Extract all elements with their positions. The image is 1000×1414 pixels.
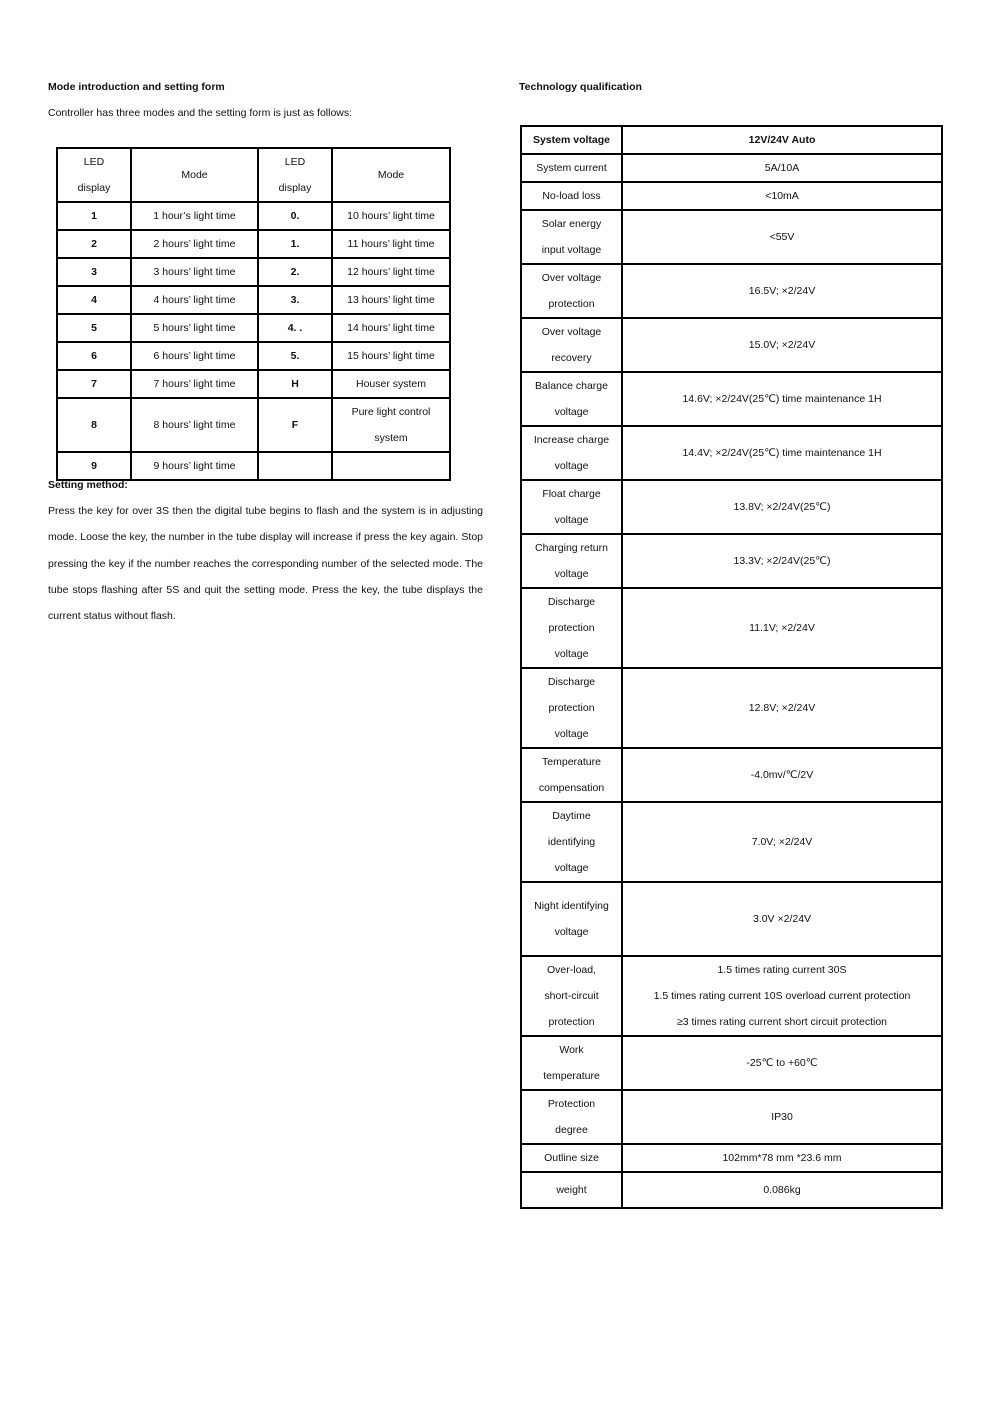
mode-table-row — [57, 370, 450, 398]
mode-cell: 11 hours’ light time — [332, 230, 450, 258]
tech-table-row — [521, 318, 942, 372]
tech-label-cell: Over-load, short-circuit protection — [521, 956, 622, 1036]
led-display-cell: 1 — [57, 202, 131, 230]
mode-cell: Pure light control system — [332, 398, 450, 452]
tech-value-cell: 102mm*78 mm *23.6 mm — [622, 1144, 942, 1172]
tech-value-cell: 7.0V; ×2/24V — [622, 802, 942, 882]
tech-table-row — [521, 480, 942, 534]
mode-cell: 8 hours’ light time — [131, 398, 258, 452]
tech-table-row — [521, 1090, 942, 1144]
mode-table-row — [57, 342, 450, 370]
led-display-cell: 8 — [57, 398, 131, 452]
tech-label-cell: Discharge protection voltage — [521, 588, 622, 668]
led-display-cell: 1. — [258, 230, 332, 258]
led-display-cell: 3. — [258, 286, 332, 314]
mode-table-header-cell: LED display — [57, 148, 131, 202]
tech-value-cell: 0.086kg — [622, 1172, 942, 1208]
tech-label-cell: Increase charge voltage — [521, 426, 622, 480]
tech-table-row — [521, 426, 942, 480]
mode-cell: 1 hour’s light time — [131, 202, 258, 230]
mode-cell: 3 hours’ light time — [131, 258, 258, 286]
tech-table-row — [521, 182, 942, 210]
mode-section-heading: Mode introduction and setting form — [48, 81, 225, 93]
tech-value-cell: 11.1V; ×2/24V — [622, 588, 942, 668]
tech-label-cell: Over voltage recovery — [521, 318, 622, 372]
tech-value-cell: <10mA — [622, 182, 942, 210]
mode-cell: 4 hours’ light time — [131, 286, 258, 314]
mode-table-row — [57, 286, 450, 314]
tech-value-cell: 14.4V; ×2/24V(25℃) time maintenance 1H — [622, 426, 942, 480]
tech-label-cell: No-load loss — [521, 182, 622, 210]
tech-label-cell: Outline size — [521, 1144, 622, 1172]
tech-table-row — [521, 802, 942, 882]
mode-table-row — [57, 258, 450, 286]
tech-label-cell: System current — [521, 154, 622, 182]
mode-cell: 13 hours’ light time — [332, 286, 450, 314]
mode-intro-text: Controller has three modes and the setting form is just as follows: — [48, 107, 353, 119]
mode-table-header-cell: Mode — [131, 148, 258, 202]
mode-table-row — [57, 314, 450, 342]
tech-label-cell: Balance charge voltage — [521, 372, 622, 426]
tech-label-cell: System voltage — [521, 126, 622, 154]
led-display-cell: 5 — [57, 314, 131, 342]
tech-table-row — [521, 882, 942, 956]
tech-table-row — [521, 748, 942, 802]
led-display-cell: 6 — [57, 342, 131, 370]
led-display-cell: F — [258, 398, 332, 452]
tech-label-cell: Charging return voltage — [521, 534, 622, 588]
tech-table-row — [521, 264, 942, 318]
mode-setting-table — [56, 147, 451, 481]
led-display-cell: 3 — [57, 258, 131, 286]
led-display-cell: 0. — [258, 202, 332, 230]
tech-label-cell: Solar energy input voltage — [521, 210, 622, 264]
tech-value-cell: 15.0V; ×2/24V — [622, 318, 942, 372]
mode-cell: 15 hours’ light time — [332, 342, 450, 370]
mode-table-header-row — [57, 148, 450, 202]
mode-cell: 2 hours’ light time — [131, 230, 258, 258]
led-display-cell: H — [258, 370, 332, 398]
mode-cell: 14 hours’ light time — [332, 314, 450, 342]
mode-table-row — [57, 202, 450, 230]
led-display-cell: 7 — [57, 370, 131, 398]
tech-table-row — [521, 1144, 942, 1172]
tech-label-cell: Temperature compensation — [521, 748, 622, 802]
tech-label-cell: Float charge voltage — [521, 480, 622, 534]
tech-section-heading: Technology qualification — [519, 81, 642, 93]
tech-value-cell: IP30 — [622, 1090, 942, 1144]
mode-table-row — [57, 230, 450, 258]
setting-method-heading: Setting method: — [48, 479, 128, 491]
tech-table-row — [521, 1036, 942, 1090]
mode-cell: 9 hours’ light time — [131, 452, 258, 480]
mode-cell — [332, 452, 450, 480]
mode-table-row — [57, 398, 450, 452]
tech-value-cell: 12.8V; ×2/24V — [622, 668, 942, 748]
tech-value-cell: -4.0mv/℃/2V — [622, 748, 942, 802]
tech-value-cell: 1.5 times rating current 30S 1.5 times rating current 10S overload current protection ≥3 times rating current short circuit protection — [622, 956, 942, 1036]
led-display-cell: 4. . — [258, 314, 332, 342]
tech-table-row — [521, 534, 942, 588]
tech-table-row — [521, 956, 942, 1036]
mode-cell: 10 hours’ light time — [332, 202, 450, 230]
mode-table-header-cell: LED display — [258, 148, 332, 202]
tech-table-row — [521, 668, 942, 748]
tech-table-row — [521, 372, 942, 426]
technology-qualification-table — [520, 125, 943, 1209]
tech-value-cell: 5A/10A — [622, 154, 942, 182]
mode-table-row — [57, 452, 450, 480]
tech-table-row — [521, 1172, 942, 1208]
tech-label-cell: Work temperature — [521, 1036, 622, 1090]
led-display-cell: 2. — [258, 258, 332, 286]
tech-label-cell: Daytime identifying voltage — [521, 802, 622, 882]
tech-value-cell: -25℃ to +60℃ — [622, 1036, 942, 1090]
tech-label-cell: Over voltage protection — [521, 264, 622, 318]
tech-value-cell: 13.3V; ×2/24V(25℃) — [622, 534, 942, 588]
mode-table-header-cell: Mode — [332, 148, 450, 202]
mode-cell: 7 hours’ light time — [131, 370, 258, 398]
mode-cell: Houser system — [332, 370, 450, 398]
led-display-cell — [258, 452, 332, 480]
mode-cell: 5 hours’ light time — [131, 314, 258, 342]
tech-label-cell: Protection degree — [521, 1090, 622, 1144]
led-display-cell: 5. — [258, 342, 332, 370]
tech-label-cell: Night identifying voltage — [521, 882, 622, 956]
led-display-cell: 2 — [57, 230, 131, 258]
tech-value-cell: 13.8V; ×2/24V(25℃) — [622, 480, 942, 534]
tech-label-cell: Discharge protection voltage — [521, 668, 622, 748]
led-display-cell: 4 — [57, 286, 131, 314]
setting-method-text: Press the key for over 3S then the digital tube begins to flash and the system is in adjusting mode. Loose the key, the number in the tube display will increase if press the key again. Stop pressing the key if the number reaches the corresponding number of the selected mode. The tube stops flashing after 5S and quit the setting mode. Press the key, the tube displays the current status without flash. — [48, 505, 483, 623]
tech-value-cell: 3.0V ×2/24V — [622, 882, 942, 956]
tech-value-cell: 12V/24V Auto — [622, 126, 942, 154]
tech-label-cell: weight — [521, 1172, 622, 1208]
tech-table-row — [521, 210, 942, 264]
tech-table-row — [521, 126, 942, 154]
mode-cell: 12 hours’ light time — [332, 258, 450, 286]
tech-table-row — [521, 588, 942, 668]
tech-value-cell: 16.5V; ×2/24V — [622, 264, 942, 318]
tech-value-cell: 14.6V; ×2/24V(25℃) time maintenance 1H — [622, 372, 942, 426]
tech-value-cell: <55V — [622, 210, 942, 264]
tech-table-row — [521, 154, 942, 182]
led-display-cell: 9 — [57, 452, 131, 480]
mode-cell: 6 hours’ light time — [131, 342, 258, 370]
